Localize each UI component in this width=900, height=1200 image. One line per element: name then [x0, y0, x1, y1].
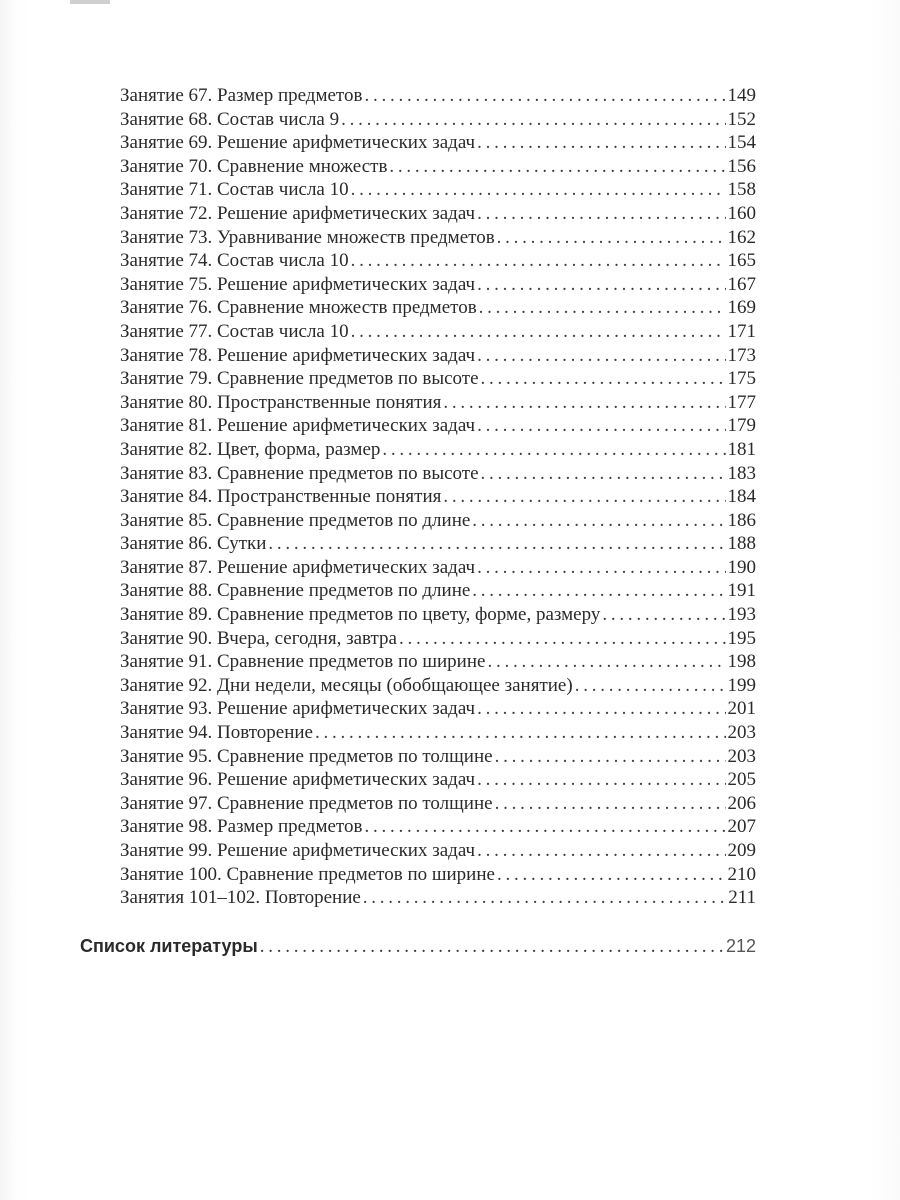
toc-entry-title: Список литературы	[80, 936, 258, 956]
toc-dot-leader	[351, 178, 726, 202]
toc-entry-title: Занятие 94. Повторение	[120, 722, 313, 744]
toc-entry-page-number: 179	[727, 415, 756, 437]
toc-entry-page-number: 156	[727, 155, 756, 177]
toc-entry-page-number: 167	[727, 273, 756, 295]
toc-dot-leader	[389, 155, 725, 179]
toc-entry-page-number: 211	[728, 887, 756, 909]
toc-entry[interactable]	[120, 815, 756, 839]
toc-entry-title: Занятие 79. Сравнение предметов по высоте	[120, 368, 479, 390]
toc-entry-page-number: 199	[727, 674, 756, 696]
toc-entry[interactable]	[120, 532, 756, 556]
toc-entry-title: Занятие 92. Дни недели, месяцы (обобщающее занятие)	[120, 674, 573, 696]
toc-entry[interactable]	[120, 178, 756, 202]
toc-dot-leader	[351, 320, 726, 344]
toc-entry-page-number: 205	[727, 769, 756, 791]
toc-dot-leader	[443, 485, 725, 509]
toc-entry[interactable]	[120, 768, 756, 792]
toc-entry[interactable]	[120, 674, 756, 698]
toc-entry-page-number: 191	[727, 580, 756, 602]
toc-entry[interactable]	[120, 131, 756, 155]
toc-entry-page-number: 183	[727, 462, 756, 484]
toc-dot-leader	[477, 202, 725, 226]
toc-entry-title: Занятие 90. Вчера, сегодня, завтра	[120, 627, 397, 649]
toc-entry[interactable]	[120, 721, 756, 745]
toc-entry[interactable]	[120, 603, 756, 627]
toc-entry[interactable]	[120, 863, 756, 887]
toc-entry[interactable]	[120, 155, 756, 179]
page-edge-mark	[70, 0, 110, 4]
toc-entry-page-number: 210	[727, 863, 756, 885]
toc-entry[interactable]	[120, 886, 756, 910]
toc-dot-leader	[497, 863, 726, 887]
toc-entry-page-number: 149	[727, 85, 756, 106]
toc-entry-title: Занятие 89. Сравнение предметов по цвету, форме, размеру	[120, 604, 601, 626]
toc-entry[interactable]	[120, 273, 756, 297]
toc-dot-leader	[481, 367, 726, 391]
toc-entry-page-number: 160	[727, 202, 756, 224]
table-of-contents	[120, 84, 756, 910]
toc-entry-page-number: 212	[725, 936, 756, 956]
toc-entry-title: Занятие 100. Сравнение предметов по ширине	[120, 863, 495, 885]
toc-entry-title: Занятия 101–102. Повторение	[120, 887, 361, 909]
toc-dot-leader	[351, 249, 726, 273]
toc-entry-page-number: 203	[727, 722, 756, 744]
toc-entry-title: Занятие 88. Сравнение предметов по длине	[120, 580, 471, 602]
toc-entry-title: Занятие 77. Состав числа 10	[120, 320, 349, 342]
toc-entry-page-number: 158	[727, 179, 756, 201]
toc-entry-title: Занятие 98. Размер предметов	[120, 816, 363, 838]
toc-dot-leader	[382, 438, 725, 462]
toc-entry[interactable]	[120, 627, 756, 651]
toc-dot-leader	[479, 296, 726, 320]
toc-dot-leader	[477, 697, 725, 721]
toc-dot-leader	[495, 792, 726, 816]
toc-entry-title: Занятие 70. Сравнение множеств	[120, 155, 388, 177]
toc-dot-leader	[497, 226, 726, 250]
toc-dot-leader	[399, 627, 726, 651]
toc-entry-page-number: 181	[727, 438, 756, 460]
toc-entry-title: Занятие 83. Сравнение предметов по высоте	[120, 462, 479, 484]
toc-dot-leader	[315, 721, 726, 745]
toc-entry-page-number: 165	[727, 250, 756, 272]
toc-entry-title: Занятие 69. Решение арифметических задач	[120, 132, 476, 154]
toc-entry[interactable]	[120, 556, 756, 580]
toc-entry-title: Занятие 74. Состав числа 10	[120, 250, 349, 272]
toc-entry[interactable]	[120, 226, 756, 250]
toc-entry-page-number: 184	[727, 486, 756, 508]
toc-entry-title: Занятие 68. Состав числа 9	[120, 108, 340, 130]
toc-dot-leader	[472, 509, 725, 533]
toc-entry-page-number: 190	[727, 556, 756, 578]
toc-entry-page-number: 177	[727, 391, 756, 413]
toc-entry[interactable]	[120, 108, 756, 132]
toc-dot-leader	[477, 131, 725, 155]
toc-entry-title: Занятие 96. Решение арифметических задач	[120, 769, 476, 791]
toc-entry[interactable]	[120, 438, 756, 462]
toc-entry-title: Занятие 75. Решение арифметических задач	[120, 273, 476, 295]
toc-entry-page-number: 171	[727, 320, 756, 342]
toc-entry[interactable]	[120, 320, 756, 344]
toc-entry[interactable]	[120, 462, 756, 486]
toc-entry-page-number: 193	[727, 604, 756, 626]
toc-entry-title: Занятие 86. Сутки	[120, 533, 267, 555]
toc-dot-leader	[443, 391, 725, 415]
toc-dot-leader	[477, 414, 725, 438]
toc-entry[interactable]	[120, 344, 756, 368]
toc-entry[interactable]	[120, 296, 756, 320]
toc-entry[interactable]	[120, 839, 756, 863]
toc-entry[interactable]	[120, 367, 756, 391]
toc-entry-page-number: 198	[727, 651, 756, 673]
toc-entry-title: Занятие 73. Уравнивание множеств предметов	[120, 226, 495, 248]
toc-dot-leader	[602, 603, 725, 627]
toc-entry[interactable]	[120, 84, 756, 108]
toc-entry[interactable]	[120, 485, 756, 509]
toc-entry-page-number: 169	[727, 297, 756, 319]
toc-dot-leader	[477, 344, 725, 368]
toc-entry-title: Занятие 87. Решение арифметических задач	[120, 556, 476, 578]
toc-entry-title: Занятие 81. Решение арифметических задач	[120, 415, 476, 437]
toc-entry-page-number: 162	[727, 226, 756, 248]
toc-dot-leader	[481, 462, 726, 486]
toc-entry[interactable]	[120, 414, 756, 438]
toc-dot-leader	[477, 273, 725, 297]
toc-entry-title: Занятие 78. Решение арифметических задач	[120, 344, 476, 366]
toc-entry-title: Занятие 80. Пространственные понятия	[120, 391, 442, 413]
toc-entry-title: Занятие 93. Решение арифметических задач	[120, 698, 476, 720]
toc-entry-title: Занятие 95. Сравнение предметов по толщине	[120, 745, 493, 767]
toc-entry-title: Занятие 99. Решение арифметических задач	[120, 840, 476, 861]
toc-entry[interactable]	[120, 249, 756, 273]
toc-dot-leader	[364, 84, 725, 108]
toc-entry-page-number: 154	[727, 132, 756, 154]
toc-entry-page-number: 195	[727, 627, 756, 649]
toc-entry-title: Занятие 97. Сравнение предметов по толщине	[120, 792, 493, 814]
toc-entry-title: Занятие 91. Сравнение предметов по ширине	[120, 651, 486, 673]
toc-entry[interactable]	[120, 697, 756, 721]
toc-entry-title: Занятие 76. Сравнение множеств предметов	[120, 297, 477, 319]
toc-dot-leader	[477, 556, 725, 580]
toc-dot-leader	[477, 839, 725, 863]
toc-dot-leader	[364, 815, 725, 839]
toc-entry-page-number: 201	[727, 698, 756, 720]
toc-entry[interactable]	[120, 579, 756, 603]
toc-entry-title: Занятие 72. Решение арифметических задач	[120, 202, 476, 224]
toc-entry[interactable]	[120, 792, 756, 816]
toc-entry-page-number: 209	[727, 840, 756, 861]
toc-dot-leader	[268, 532, 725, 556]
toc-entry[interactable]	[120, 509, 756, 533]
toc-entry[interactable]	[120, 650, 756, 674]
toc-dot-leader	[363, 886, 726, 910]
toc-entry-page-number: 203	[727, 745, 756, 767]
toc-entry-page-number: 173	[727, 344, 756, 366]
toc-entry-page-number: 175	[727, 368, 756, 390]
toc-dot-leader	[575, 674, 726, 698]
toc-entry-title: Занятие 82. Цвет, форма, размер	[120, 438, 381, 460]
toc-dot-leader	[341, 108, 725, 132]
toc-entry[interactable]	[120, 745, 756, 769]
toc-entry-page-number: 207	[727, 816, 756, 838]
toc-entry-page-number: 206	[727, 792, 756, 814]
toc-entry[interactable]	[120, 202, 756, 226]
toc-entry-title: Занятие 84. Пространственные понятия	[120, 486, 442, 508]
toc-dot-leader	[477, 768, 725, 792]
toc-dot-leader	[260, 934, 724, 960]
toc-entry-page-number: 186	[727, 509, 756, 531]
toc-entry-page-number: 188	[727, 533, 756, 555]
toc-entry-title: Занятие 85. Сравнение предметов по длине	[120, 509, 471, 531]
toc-entry[interactable]	[120, 391, 756, 415]
toc-entry-bibliography[interactable]	[80, 933, 756, 960]
toc-entry-page-number: 152	[727, 108, 756, 130]
toc-entry-title: Занятие 67. Размер предметов	[120, 85, 363, 106]
toc-dot-leader	[487, 650, 725, 674]
toc-dot-leader	[472, 579, 725, 603]
toc-dot-leader	[495, 745, 726, 769]
toc-entry-title: Занятие 71. Состав числа 10	[120, 179, 349, 201]
